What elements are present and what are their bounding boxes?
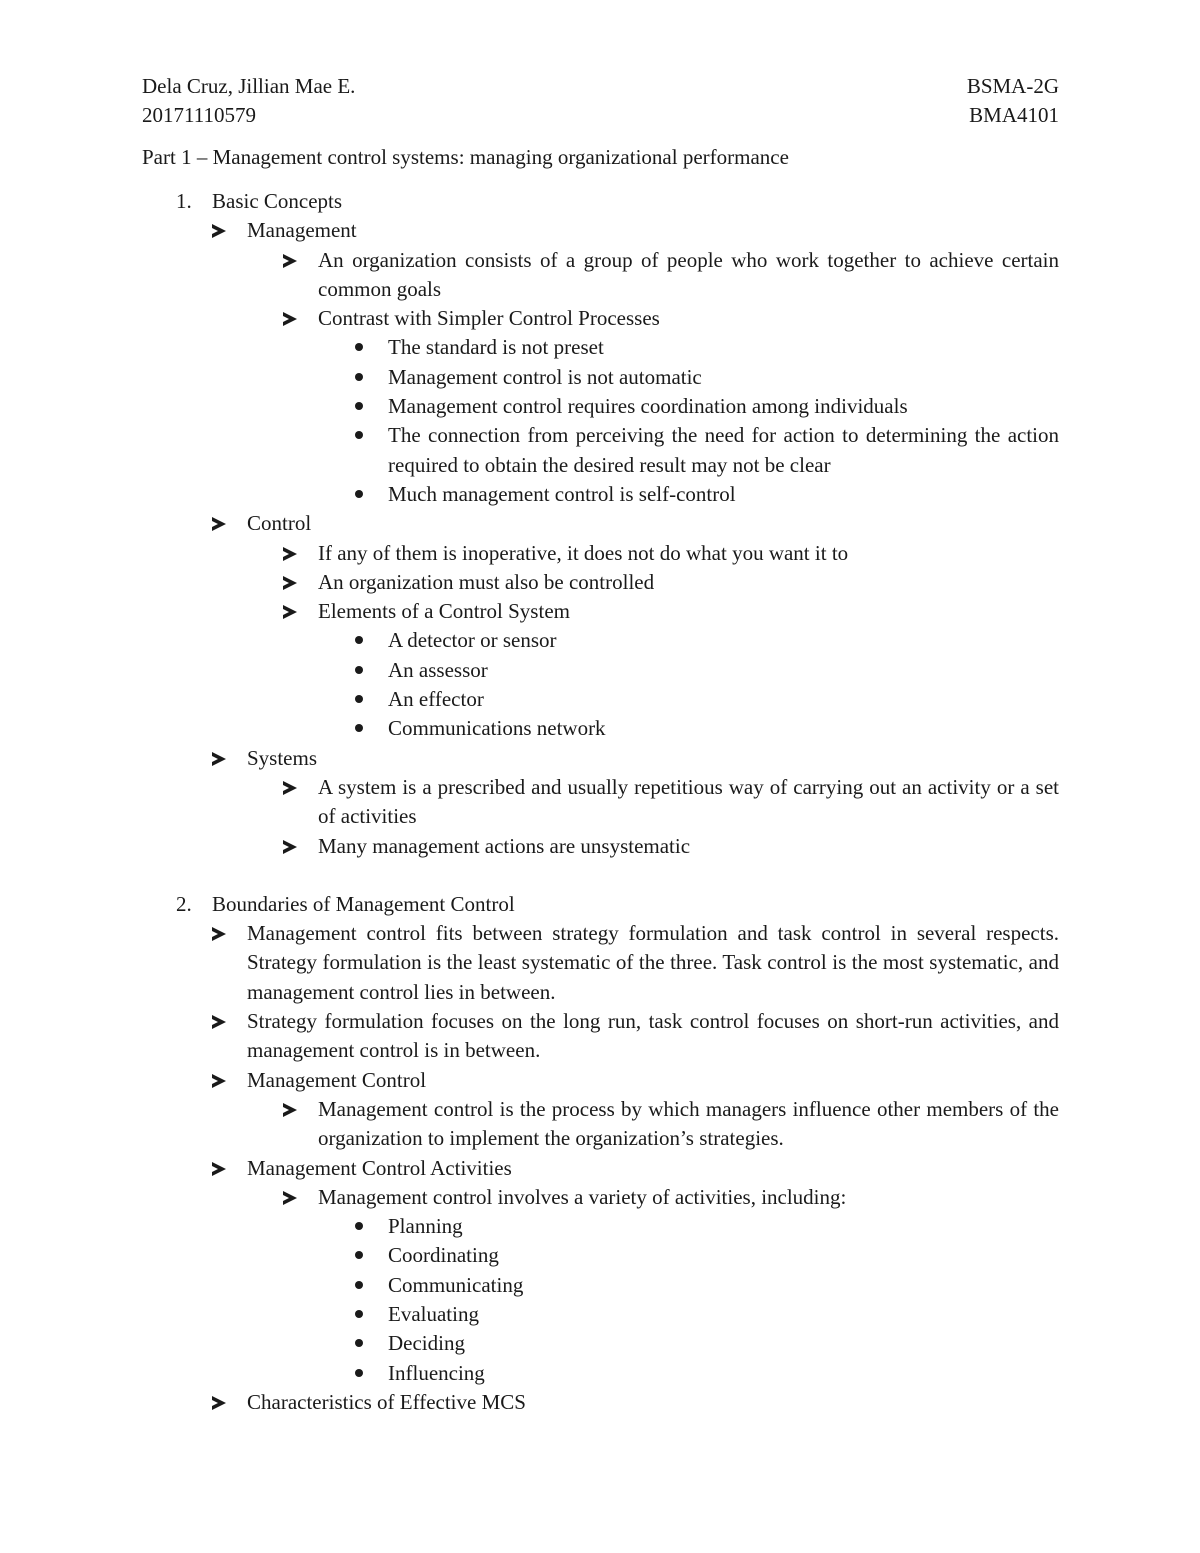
arrow-bullet-icon [283,781,297,795]
student-section: BSMA-2G [966,74,1059,98]
bullet-dot-icon [355,1251,363,1259]
list-item [247,744,1059,773]
arrow-bullet-icon [283,840,297,854]
list-item-text: A system is a prescribed and usually repetitious way of carrying out an activity or a set of activities [318,774,1059,829]
list-item-text: Strategy formulation focuses on the long run, task control focuses on short-run activities, and management control is in between. [247,1009,1059,1063]
list-item [388,1212,1059,1241]
bullet-marker [212,744,226,773]
list-item [247,509,1059,538]
list-item-text: Communications network [388,716,606,741]
bullet-marker [355,363,363,392]
list-item-text: Control [247,511,312,536]
arrow-bullet-icon [212,224,226,238]
list-item [318,246,1059,305]
bullet-dot-icon [355,431,363,439]
document-title: Part 1 – Management control systems: managing organizational performance [142,145,789,169]
section-heading [0,187,1200,216]
bullet-marker [283,246,297,275]
bullet-dot-icon [355,490,363,498]
arrow-bullet-icon [283,605,297,619]
list-item-text: An organization consists of a group of people who work together to achieve certain common goals [318,247,1059,301]
bullet-marker [355,1212,363,1241]
bullet-marker [355,1300,363,1329]
bullet-marker [355,714,363,743]
arrow-bullet-icon [212,752,226,766]
bullet-dot-icon [355,1281,363,1289]
bullet-dot-icon [355,666,363,674]
arrow-bullet-icon [212,1162,226,1176]
bullet-marker [355,480,363,509]
bullet-marker [212,1154,226,1183]
arrow-bullet-icon [283,1103,297,1117]
list-item-text: Deciding [388,1331,465,1356]
list-item-text: Management control involves a variety of activities, including: [318,1184,847,1209]
list-item [388,363,1059,392]
bullet-dot-icon [355,1310,363,1318]
list-item-text: Characteristics of Effective MCS [247,1389,526,1414]
bullet-marker [283,832,297,861]
bullet-dot-icon [355,343,363,351]
list-item-text: Management control is the process by which managers influence other members of the organization to implement the organization’s strategies. [318,1096,1059,1151]
list-item [247,1154,1059,1183]
list-item [388,626,1059,655]
bullet-marker [212,1007,226,1036]
arrow-bullet-icon [212,517,226,531]
bullet-marker [212,1066,226,1095]
list-item-text: Management control requires coordination among individuals [388,394,908,419]
list-item [388,1271,1059,1300]
list-item-text: A detector or sensor [388,628,557,653]
bullet-marker [355,392,363,421]
list-item-text: Much management control is self-control [388,481,736,506]
bullet-marker [283,539,297,568]
list-item [247,216,1059,245]
list-item [388,333,1059,362]
bullet-marker [283,568,297,597]
list-item [318,539,1059,568]
section-title: Basic Concepts [212,189,343,213]
list-item [388,1241,1059,1270]
arrow-bullet-icon [212,1074,226,1088]
bullet-marker [355,1271,363,1300]
arrow-bullet-icon [212,1396,226,1410]
list-item-text: Coordinating [388,1243,499,1268]
bullet-marker [283,1095,297,1124]
bullet-marker [212,509,226,538]
list-item [388,1300,1059,1329]
header-row-1 [142,72,1059,100]
list-item [318,304,1059,333]
arrow-bullet-icon [283,547,297,561]
arrow-bullet-icon [283,312,297,326]
header-row-2 [142,101,1059,129]
list-item-text: Management Control [247,1067,427,1092]
list-item [247,1388,1059,1417]
list-item-text: Influencing [388,1360,485,1385]
section-gap [0,861,1200,890]
list-item [318,1183,1059,1212]
list-item-text: An effector [388,687,484,712]
bullet-marker [355,1329,363,1358]
bullet-dot-icon [355,1339,363,1347]
bullet-marker [283,597,297,626]
bullet-marker [283,1183,297,1212]
list-item [318,568,1059,597]
list-item [388,1329,1059,1358]
list-item [388,421,1059,480]
bullet-dot-icon [355,373,363,381]
list-item-text: If any of them is inoperative, it does not do what you want it to [318,540,849,565]
list-item [388,1359,1059,1388]
bullet-dot-icon [355,724,363,732]
list-item [318,1095,1059,1154]
list-item-text: Management control fits between strategy formulation and task control in several respects. Strategy formulation is the least systematic of the three. Task control is the most systematic, and management control lies in between. [247,921,1059,1004]
list-item-text: The connection from perceiving the need for action to determining the action required to obtain the desired result may not be clear [388,423,1059,477]
bullet-marker [355,1241,363,1270]
bullet-marker [212,1388,226,1417]
arrow-bullet-icon [212,927,226,941]
outline-body [0,187,1200,1417]
list-item [388,392,1059,421]
bullet-marker [355,656,363,685]
bullet-marker [283,773,297,802]
list-item [318,773,1059,832]
list-item [247,1066,1059,1095]
section-heading [0,890,1200,919]
list-item [318,597,1059,626]
bullet-marker [212,216,226,245]
student-name: Dela Cruz, Jillian Mae E. [142,74,356,98]
section-number: 2. [176,891,192,916]
list-item-text: Elements of a Control System [318,599,570,624]
list-item-text: An organization must also be controlled [318,569,655,594]
list-item-text: Management [247,218,357,243]
list-item [388,656,1059,685]
bullet-marker [355,626,363,655]
list-item-text: Evaluating [388,1301,479,1326]
course-code: BMA4101 [969,103,1059,127]
student-number: 20171110579 [142,103,256,127]
arrow-bullet-icon [283,576,297,590]
list-item-text: The standard is not preset [388,335,604,360]
bullet-marker [283,304,297,333]
arrow-bullet-icon [283,254,297,268]
list-item-text: Many management actions are unsystematic [318,833,691,858]
arrow-bullet-icon [212,1015,226,1029]
list-item [388,685,1059,714]
bullet-dot-icon [355,695,363,703]
list-item-text: Systems [247,745,318,770]
list-item [247,1007,1059,1066]
list-item-text: Communicating [388,1272,524,1297]
bullet-dot-icon [355,636,363,644]
bullet-marker [355,685,363,714]
list-item-text: An assessor [388,657,488,682]
list-item [388,480,1059,509]
section-title: Boundaries of Management Control [212,891,515,916]
arrow-bullet-icon [283,1191,297,1205]
list-item [247,919,1059,1007]
bullet-marker [355,421,363,450]
list-item-text: Management control is not automatic [388,364,702,389]
list-item [388,714,1059,743]
bullet-marker [355,333,363,362]
bullet-dot-icon [355,402,363,410]
bullet-marker [212,919,226,948]
section-number: 1. [176,189,192,213]
list-item-text: Management Control Activities [247,1155,512,1180]
list-item-text: Planning [388,1214,463,1239]
bullet-dot-icon [355,1369,363,1377]
list-item [318,832,1059,861]
bullet-dot-icon [355,1222,363,1230]
bullet-marker [355,1359,363,1388]
list-item-text: Contrast with Simpler Control Processes [318,306,660,331]
